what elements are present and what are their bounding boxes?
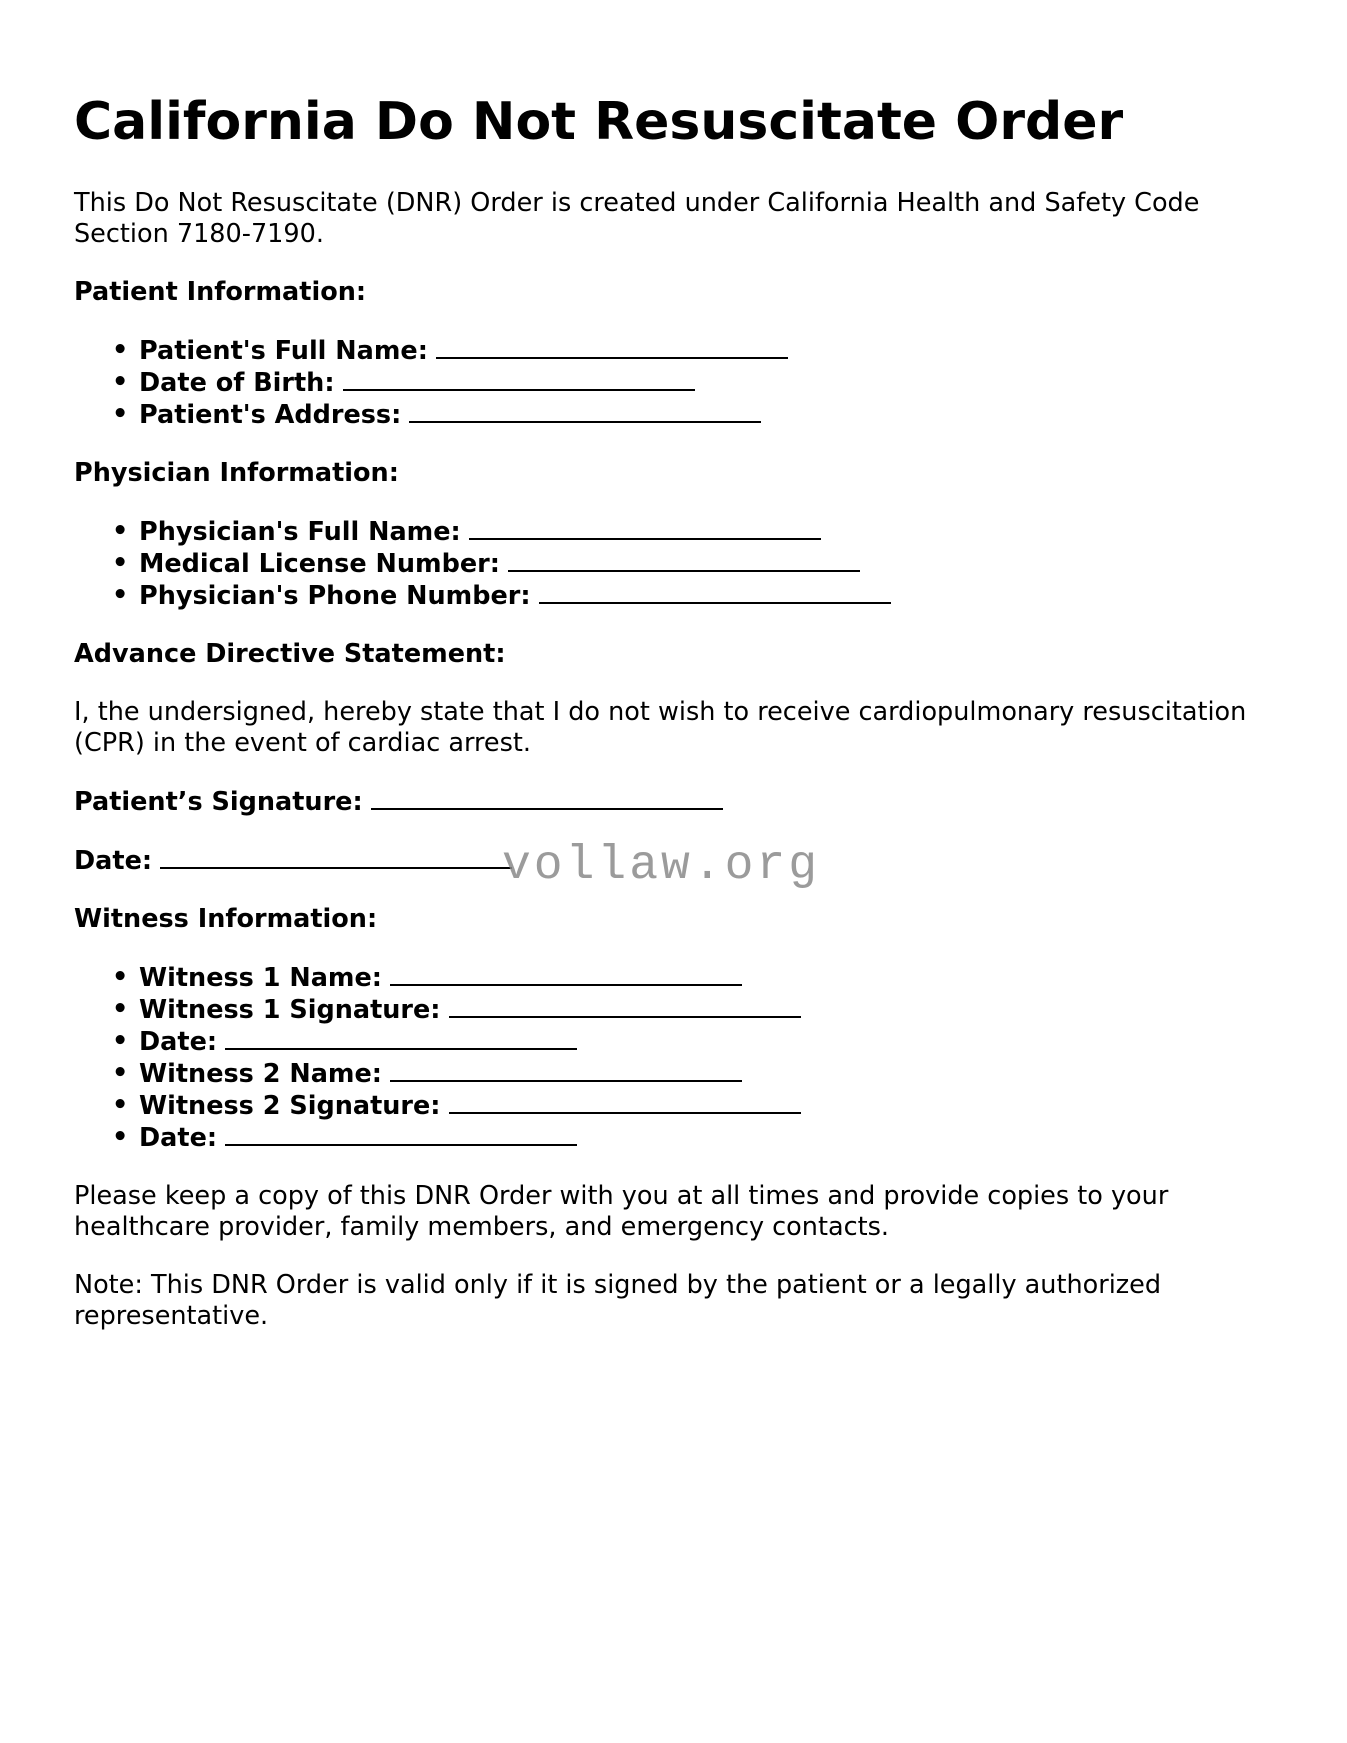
document-page	[74, 92, 1274, 1359]
patient-address-blank[interactable]	[409, 399, 761, 423]
list-item	[139, 399, 1274, 431]
date-of-birth-blank[interactable]	[343, 367, 695, 391]
closing-paragraph: Please keep a copy of this DNR Order with you at all times and provide copies to your healthcare provider, family members, and emergency contacts.	[74, 1181, 1169, 1242]
patient-full-name-blank[interactable]	[436, 335, 788, 359]
witness-2-signature-label: Witness 2 Signature:	[139, 1091, 441, 1121]
patient-signature-row	[74, 786, 1274, 818]
witness-1-signature-label: Witness 1 Signature:	[139, 995, 441, 1025]
physician-phone-number-label: Physician's Phone Number:	[139, 581, 531, 611]
witness-2-name-label: Witness 2 Name:	[139, 1059, 382, 1089]
medical-license-number-label: Medical License Number:	[139, 549, 500, 579]
witness-2-signature-blank[interactable]	[449, 1090, 801, 1114]
patient-info-heading: Patient Information:	[74, 277, 367, 307]
list-item	[139, 335, 1274, 367]
physician-info-list	[74, 516, 1274, 612]
patient-signature-blank[interactable]	[371, 786, 723, 810]
witness-2-date-label: Date:	[139, 1123, 218, 1153]
document-title: California Do Not Resuscitate Order	[74, 92, 1124, 152]
witness-1-date-label: Date:	[139, 1027, 218, 1057]
witness-1-signature-blank[interactable]	[449, 994, 801, 1018]
witness-2-date-blank[interactable]	[225, 1122, 577, 1146]
advance-directive-statement: I, the undersigned, hereby state that I do not wish to receive cardiopulmonary resuscitation (CPR) in the event of cardiac arrest.	[74, 697, 1247, 758]
list-item	[139, 367, 1274, 399]
witness-info-list	[74, 962, 1274, 1154]
signature-date-blank[interactable]	[160, 845, 512, 869]
intro-paragraph: This Do Not Resuscitate (DNR) Order is created under California Health and Safety Code Section 7180-7190.	[74, 188, 1200, 249]
physician-info-heading: Physician Information:	[74, 458, 399, 488]
list-item	[139, 548, 1274, 580]
date-of-birth-label: Date of Birth:	[139, 368, 335, 398]
list-item	[139, 580, 1274, 612]
note-paragraph: Note: This DNR Order is valid only if it is signed by the patient or a legally authorized representative.	[74, 1270, 1162, 1331]
signature-date-label: Date:	[74, 846, 153, 876]
physician-full-name-label: Physician's Full Name:	[139, 517, 461, 547]
list-item	[139, 1058, 1274, 1090]
patient-full-name-label: Patient's Full Name:	[139, 336, 428, 366]
list-item	[139, 1026, 1274, 1058]
medical-license-number-blank[interactable]	[508, 548, 860, 572]
list-item	[139, 962, 1274, 994]
physician-phone-number-blank[interactable]	[539, 580, 891, 604]
list-item	[139, 1122, 1274, 1154]
witness-1-date-blank[interactable]	[225, 1026, 577, 1050]
watermark: vollaw.org	[502, 839, 821, 893]
witness-info-heading: Witness Information:	[74, 904, 378, 934]
advance-directive-heading: Advance Directive Statement:	[74, 639, 506, 669]
witness-1-name-blank[interactable]	[390, 962, 742, 986]
list-item	[139, 994, 1274, 1026]
list-item	[139, 516, 1274, 548]
witness-2-name-blank[interactable]	[390, 1058, 742, 1082]
witness-1-name-label: Witness 1 Name:	[139, 963, 382, 993]
patient-address-label: Patient's Address:	[139, 400, 402, 430]
physician-full-name-blank[interactable]	[469, 516, 821, 540]
patient-info-list	[74, 335, 1274, 431]
list-item	[139, 1090, 1274, 1122]
patient-signature-label: Patient’s Signature:	[74, 787, 363, 817]
